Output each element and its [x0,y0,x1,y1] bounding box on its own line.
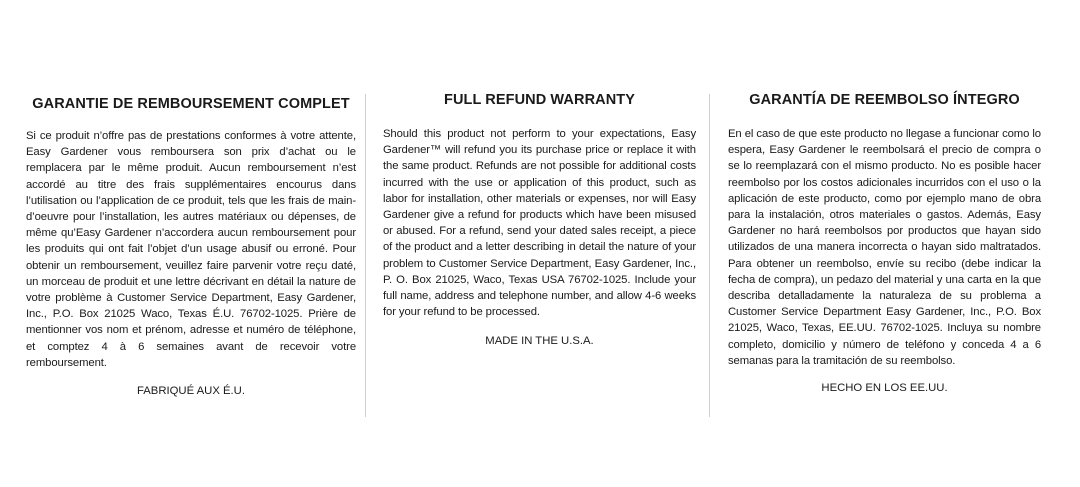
origin-label-english: MADE IN THE U.S.A. [485,335,594,348]
warranty-body-english: Should this product not perform to your expectations, Easy Gardener™ will refund you its purchase price or replace it with the same product. Refunds are not possible for additional costs incurred with the use or application of this product, such as labor for installation, other materials or expenses, nor will Easy Gardener give a refund for products which have been misused or abused. For a refund, send your dated sales receipt, a piece of the product and a letter describing in detail the nature of your problem to Customer Service Department, Easy Gardener, Inc., P. O. Box 21025, Waco, Texas USA 76702-1025. Include your full name, address and telephone number, and allow 4-6 weeks for your refund to be processed. [383,128,696,319]
column-divider [365,94,366,417]
warranty-column-english [383,92,696,347]
warranty-title-french: GARANTIE DE REMBOURSEMENT COMPLET [32,96,350,112]
warranty-column-french [26,92,356,397]
warranty-title-spanish: GARANTÍA DE REEMBOLSO ÍNTEGRO [749,92,1020,108]
warranty-body-french: Si ce produit n’offre pas de prestations conformes à votre attente, Easy Gardener vous remboursera son prix d’achat ou le remplacera par le même produit. Aucun remboursement n’est accordé au titre des frais supplémentaires encourus dans l’utilisation ou l’application de ce produit, tels que les frais de main-d’oeuvre pour l’installation, les autres matériaux ou dépenses, de même qu’Easy Gardener n’accordera aucun remboursement pour les produits qui ont fait l’objet d’un usage abusif ou erroné. Pour obtenir un remboursement, veuillez faire parvenir votre reçu daté, un morceau de produit et une lettre décrivant en détail la nature de votre problème à Customer Service Department, Easy Gardener, Inc., P.O. Box 21025 Waco, Texas É.U. 76702-1025. Prière de mentionner vos nom et prénom, adresse et numéro de téléphone, et comptez 4 à 6 semaines avant de recevoir votre remboursement. [26,130,356,369]
origin-label-spanish: HECHO EN LOS EE.UU. [821,382,948,395]
warranty-title-english: FULL REFUND WARRANTY [443,92,636,108]
column-divider [709,94,710,417]
origin-label-french: FABRIQUÉ AUX É.U. [137,385,245,398]
warranty-body-spanish: En el caso de que este producto no llegase a funcionar como lo espera, Easy Gardener le reembolsará el precio de compra o se lo reemplazará con el mismo producto. No es posible hacer reembolso por los costos adicionales incurridos con el uso o la aplicación de este producto, como por ejemplo mano de obra para la instalación, otros materiales o gastos. Además, Easy Gardener no hará reembolsos por productos que hayan sido utilizados de una manera incorrecta o hayan sido maltratados. Para obtener un reembolso, envíe su recibo (debe indicar la fecha de compra), un pedazo del material y una carta en la que describa detalladamente la naturaleza de su problema a Customer Service Department Easy Gardener, Inc., P.O. Box 21025, Waco, Texas, EE.UU. 76702-1025. Incluya su nombre completo, domicilio y número de teléfono y conceda 4 a 6 semanas para la tramitación de su reembolso. [728,128,1041,367]
warranty-column-spanish [728,92,1041,394]
